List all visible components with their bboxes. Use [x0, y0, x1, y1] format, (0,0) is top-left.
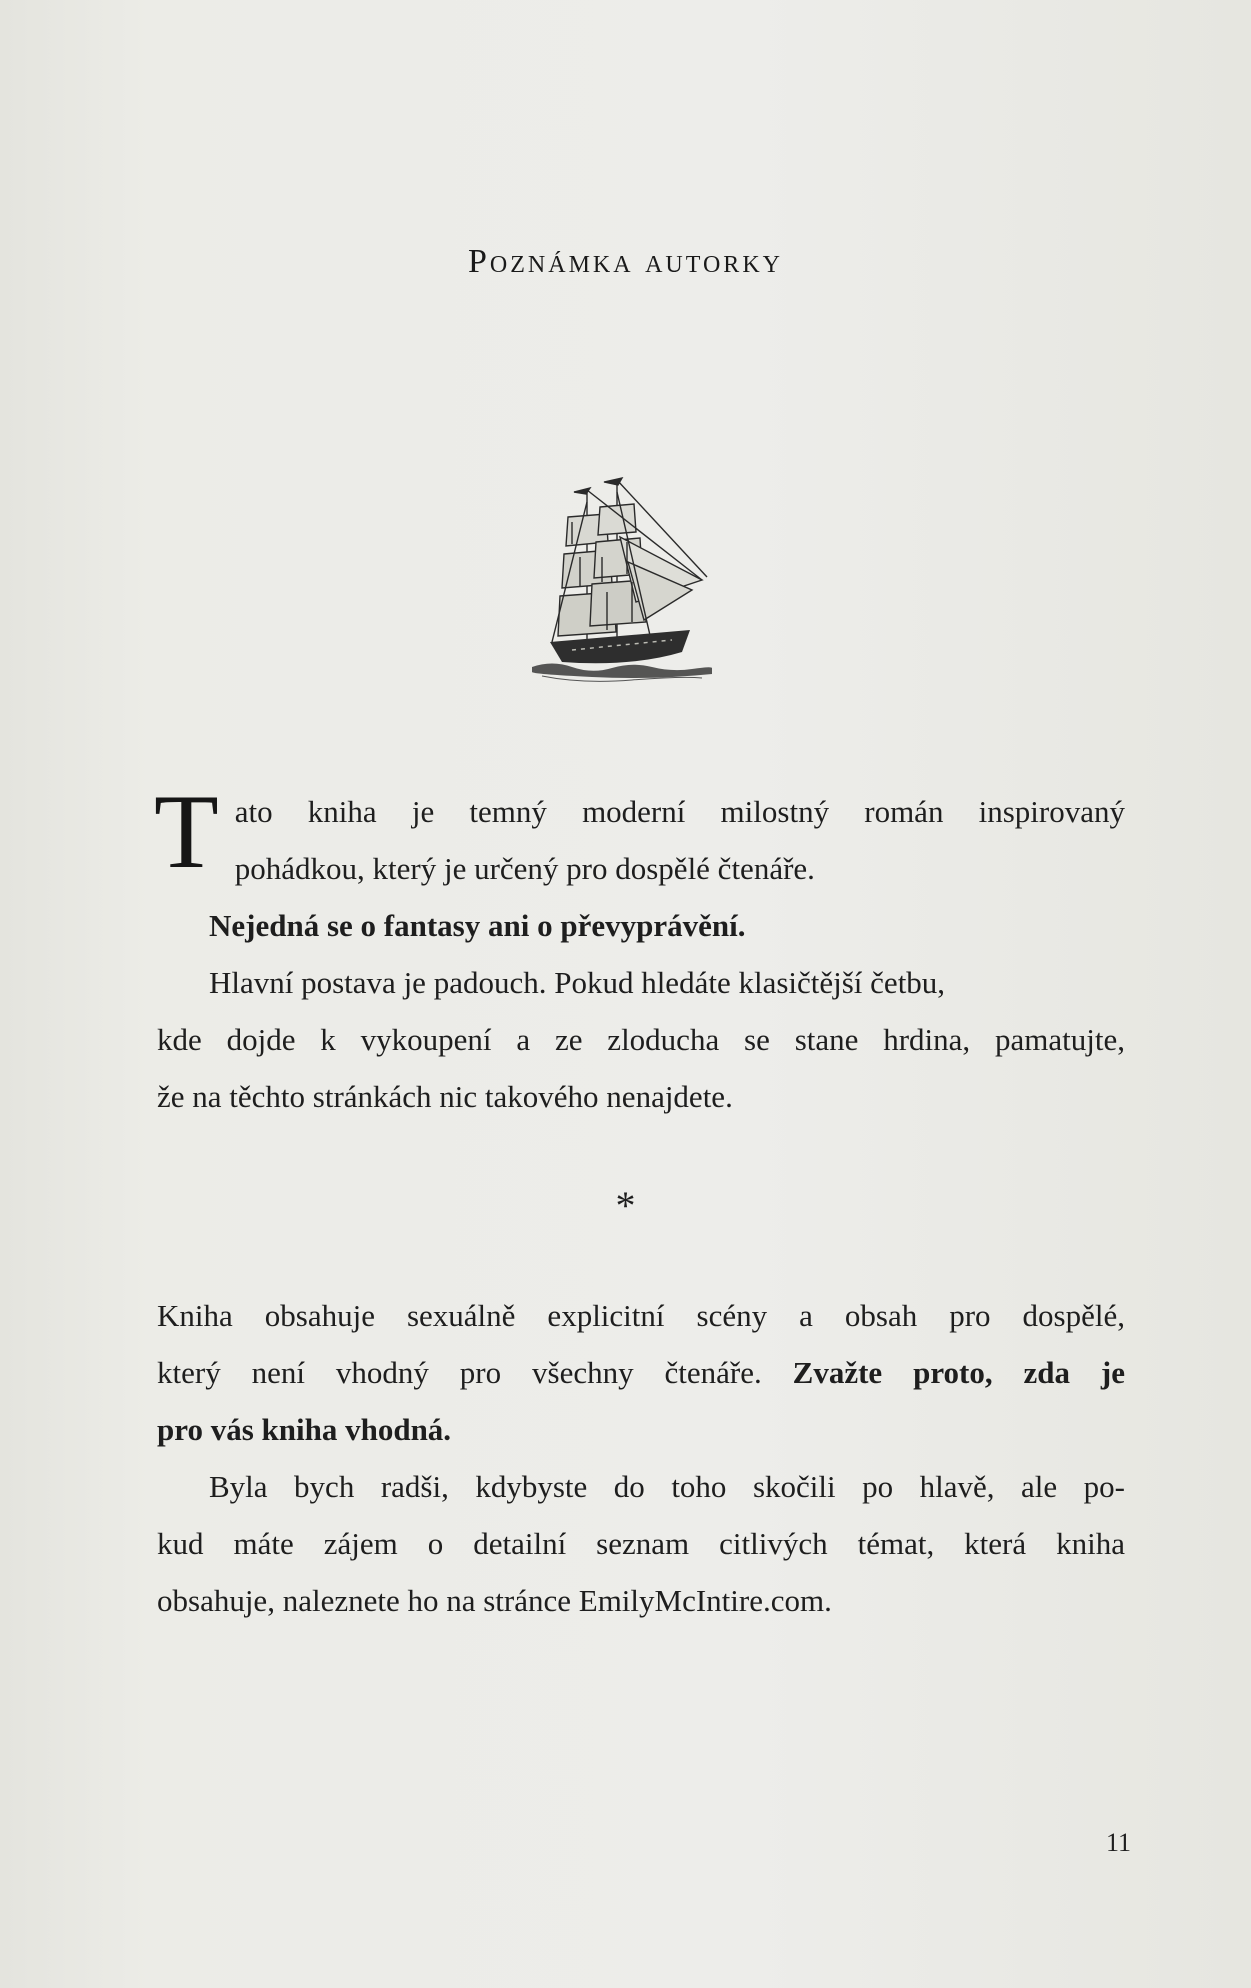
intro-line-1: ato kniha je temný moderní milostný román inspirovaný: [234, 794, 1125, 829]
closing-line-3: obsahuje, naleznete ho na stránce EmilyMcIntire.com.: [157, 1583, 832, 1618]
warning-line-3-bold: pro vás kniha vhodná.: [157, 1412, 452, 1447]
intro-block: [154, 773, 1125, 1125]
villain-line-3: že na těchto stránkách nic takového nenajdete.: [157, 1079, 733, 1114]
page-number: 11: [1105, 1828, 1131, 1857]
villain-line-1: Hlavní postava je padouch. Pokud hledáte klasičtější četbu,: [209, 965, 946, 1000]
warning-line-1: Kniha obsahuje sexuálně explicitní scény a obsah pro dospělé,: [157, 1298, 1125, 1333]
warning-line-2: [157, 1344, 1125, 1401]
warning-line-3: [157, 1401, 1125, 1458]
ship-illustration: [532, 462, 712, 687]
warning-line-2-bold: Zvažte proto, zda je: [792, 1355, 1125, 1390]
page-title: Poznámka autorky: [468, 243, 783, 280]
closing-line-1: Byla bych radši, kdybyste do toho skočili po hlavě, ale po-: [209, 1469, 1125, 1504]
bold-note-text: Nejedná se o fantasy ani o převyprávění.: [209, 908, 746, 943]
bold-note: [157, 897, 1125, 954]
warning-block: [157, 1287, 1125, 1629]
warning-line-2-plain: který není vhodný pro všechny čtenáře.: [157, 1355, 793, 1390]
intro-line-2: pohádkou, který je určený pro dospělé čtenáře.: [234, 851, 815, 886]
closing-line-2: kud máte zájem o detailní seznam citlivých témat, která kniha: [157, 1526, 1125, 1561]
villain-line-2: kde dojde k vykoupení a ze zloducha se stane hrdina, pamatujte,: [157, 1022, 1125, 1057]
drop-cap: T: [154, 773, 219, 890]
section-separator: *: [615, 1183, 636, 1228]
